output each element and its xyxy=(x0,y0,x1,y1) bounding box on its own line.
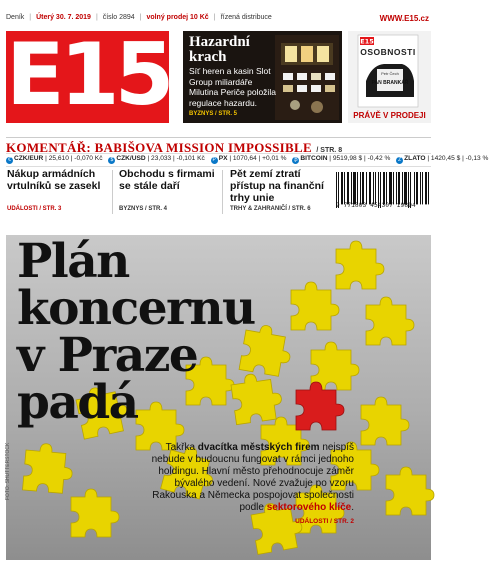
story-tag[interactable]: UDÁLOSTI / STR. 2 xyxy=(295,518,354,525)
divider xyxy=(222,170,223,214)
teaser-tag: TRHY & ZAHRANIČÍ / STR. 6 xyxy=(230,206,311,212)
headline-line: Plán koncernu xyxy=(17,234,255,336)
story-intro: Takřka xyxy=(165,442,196,453)
commentary-tag: / STR. 8 xyxy=(316,147,343,154)
book-author: Petr Čech xyxy=(381,71,399,76)
commentary-banner[interactable] xyxy=(6,137,431,153)
main-headline[interactable] xyxy=(17,234,377,430)
book-publisher: E15 xyxy=(360,37,374,46)
story-body: nejspíš nebude v budoucnu fungovat v rámci jednoho holdingu. Hlavní město přehodnocuje záměr bývalého vedení. Nové zvažuje po vzoru Rakouska a Německa pospojovat společnosti podle xyxy=(151,442,354,513)
index-icon: P xyxy=(212,157,216,163)
currency-icon: € xyxy=(6,157,13,164)
book-promo-label: PRÁVĚ V PRODEJI xyxy=(353,111,426,120)
lead-story-box[interactable] xyxy=(183,31,342,123)
story-keyword: sektorového klíče xyxy=(266,502,352,513)
distribution-note: řízená distribuce xyxy=(220,14,272,21)
issue-price: volný prodej 10 Kč xyxy=(146,14,209,21)
paper-type: Deník xyxy=(6,14,25,21)
market-ticker xyxy=(6,153,489,167)
teaser-tag: UDÁLOSTI / STR. 3 xyxy=(7,206,62,212)
website-link[interactable]: WWW.E15.cz xyxy=(379,14,429,23)
teaser-headline: Nákup armádních vrtulníků se zasekl xyxy=(7,168,101,192)
headline-line: v Praze xyxy=(17,328,198,383)
photo-credit: FOTO: SHUTTERSTOCK xyxy=(5,442,11,500)
story-highlight: dvacítka městských firem xyxy=(197,442,320,453)
ticker-item: P PX | 1070,64 | +0,01 % xyxy=(212,155,287,163)
ticker-item: € CZK/EUR | 25,610 | -0,070 Kč xyxy=(6,155,103,162)
gold-icon: Z xyxy=(398,157,402,163)
book-title: PAN BRANKÁŘ xyxy=(371,80,409,86)
e15-logo xyxy=(6,25,170,125)
issue-number: číslo 2894 xyxy=(102,14,135,21)
teaser-item[interactable] xyxy=(230,168,332,216)
headline-line: padá xyxy=(17,375,138,430)
barcode-digits: 9 771803 454307 19894 xyxy=(336,202,416,209)
book-promo[interactable] xyxy=(348,31,431,123)
ticker-item: $ CZK/USD | 23,033 | -0,101 Kč xyxy=(108,155,205,162)
book-cover-image xyxy=(348,31,431,109)
book-series: OSOBNOSTI xyxy=(360,47,416,57)
teaser-item[interactable] xyxy=(7,168,105,216)
ticker-item: ₿ BITCOIN | 9519,98 $ | -0,42 % xyxy=(293,155,391,163)
lead-story-title: Hazardní krach xyxy=(189,34,250,65)
lead-story-body: Síť heren a kasin Slot Group miliardáře Milutina Periče položila regulace hazardu. xyxy=(189,66,276,108)
teaser-item[interactable] xyxy=(119,168,217,216)
divider xyxy=(112,170,113,214)
teaser-headline: Obchodu s firmami se stále daří xyxy=(119,168,215,192)
main-story-text: Takřka dvacítka městských firem nejspíš nebude v budoucnu fungovat v rámci jednoho holdingu. Hlavní město přehodnocuje záměr bývalého vedení. Nové zvažuje po vzoru Rakouska a Německa pospojovat společnosti podle sektorového klíče. UDÁLOSTI / STR. 2 xyxy=(150,442,354,528)
masthead-strip: Deník | Úterý 30. 7. 2019 | číslo 2894 | volný prodej 10 Kč | řízená distribuce WWW.E15.cz xyxy=(6,14,429,23)
currency-icon: $ xyxy=(108,157,115,164)
lead-story-tag: BYZNYS / STR. 5 xyxy=(189,111,238,117)
logo-text: E15 xyxy=(6,25,170,125)
ticker-item: Z ZLATO | 1420,45 $ | -0,13 % xyxy=(398,155,489,163)
bitcoin-icon: ₿ xyxy=(293,157,298,163)
issue-date: Úterý 30. 7. 2019 xyxy=(36,14,91,21)
commentary-title: KOMENTÁŘ: BABIŠOVA MISSION IMPOSSIBLE xyxy=(6,140,312,155)
teaser-headline: Pět zemí ztratí přístup na finanční trhy unie xyxy=(230,168,324,204)
slot-machine-photo xyxy=(275,35,339,120)
teaser-tag: BYZNYS / STR. 4 xyxy=(119,206,168,212)
